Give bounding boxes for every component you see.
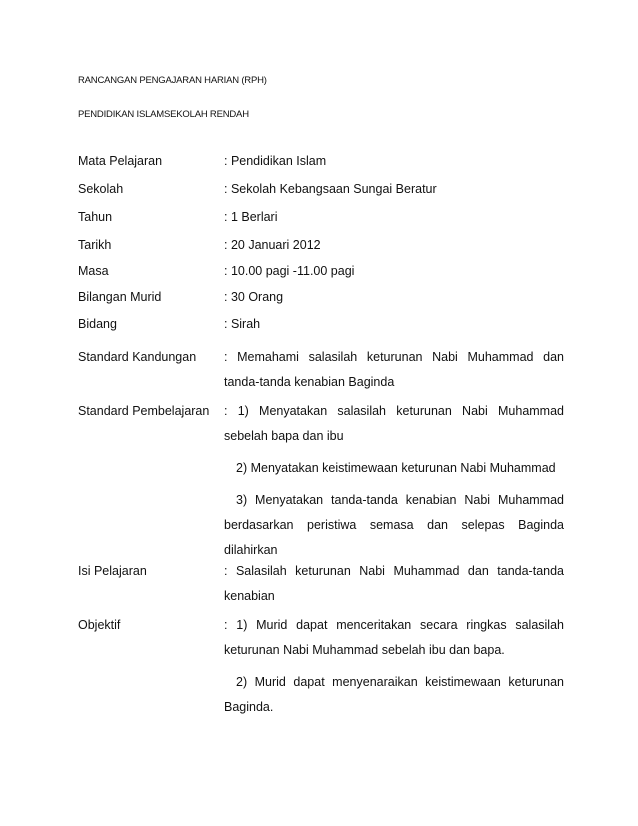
field-label: Tahun <box>78 210 113 224</box>
field-label: Sekolah <box>78 182 124 196</box>
text-line: : 1) Murid dapat menceritakan secara ringkas salasilah <box>224 618 564 632</box>
text-line: dilahirkan <box>224 543 278 557</box>
field-label: Masa <box>78 264 109 278</box>
text-line: kenabian <box>224 589 275 603</box>
field-label: Mata Pelajaran <box>78 154 163 168</box>
field-value <box>224 559 564 609</box>
text-line: 2) Murid dapat menyenaraikan keistimewaan keturunan <box>236 675 564 689</box>
field-value <box>224 613 564 720</box>
field-value: : 10.00 pagi -11.00 pagi <box>224 264 355 278</box>
field-label: Standard Pembelajaran <box>78 404 210 418</box>
field-value: : Sirah <box>224 317 261 331</box>
text-line: tanda-tanda kenabian Baginda <box>224 375 395 389</box>
field-label: Bilangan Murid <box>78 290 162 304</box>
field-value: : Pendidikan Islam <box>224 154 327 168</box>
field-label: Tarikh <box>78 238 112 252</box>
text-line: : Salasilah keturunan Nabi Muhammad dan tanda-tanda <box>224 564 564 578</box>
text-line: sebelah bapa dan ibu <box>224 429 344 443</box>
field-value <box>224 345 564 395</box>
field-value <box>224 399 564 563</box>
text-line: berdasarkan peristiwa semasa dan selepas Baginda <box>224 518 564 532</box>
field-value: : 1 Berlari <box>224 210 278 224</box>
text-line: : Memahami salasilah keturunan Nabi Muhammad dan <box>224 350 564 364</box>
document-subtitle: PENDIDIKAN ISLAMSEKOLAH RENDAH <box>78 109 249 120</box>
field-label: Standard Kandungan <box>78 350 197 364</box>
field-label: Isi Pelajaran <box>78 564 147 578</box>
field-label: Bidang <box>78 317 117 331</box>
document-title: RANCANGAN PENGAJARAN HARIAN (RPH) <box>78 75 267 86</box>
field-value: : 30 Orang <box>224 290 284 304</box>
text-line: keturunan Nabi Muhammad sebelah ibu dan bapa. <box>224 643 505 657</box>
text-line: 2) Menyatakan keistimewaan keturunan Nabi Muhammad <box>236 461 556 475</box>
field-value: : 20 Januari 2012 <box>224 238 321 252</box>
field-label: Objektif <box>78 618 121 632</box>
text-line: 3) Menyatakan tanda-tanda kenabian Nabi Muhammad <box>236 493 564 507</box>
text-line: Baginda. <box>224 700 274 714</box>
field-value: : Sekolah Kebangsaan Sungai Beratur <box>224 182 437 196</box>
text-line: : 1) Menyatakan salasilah keturunan Nabi Muhammad <box>224 404 564 418</box>
